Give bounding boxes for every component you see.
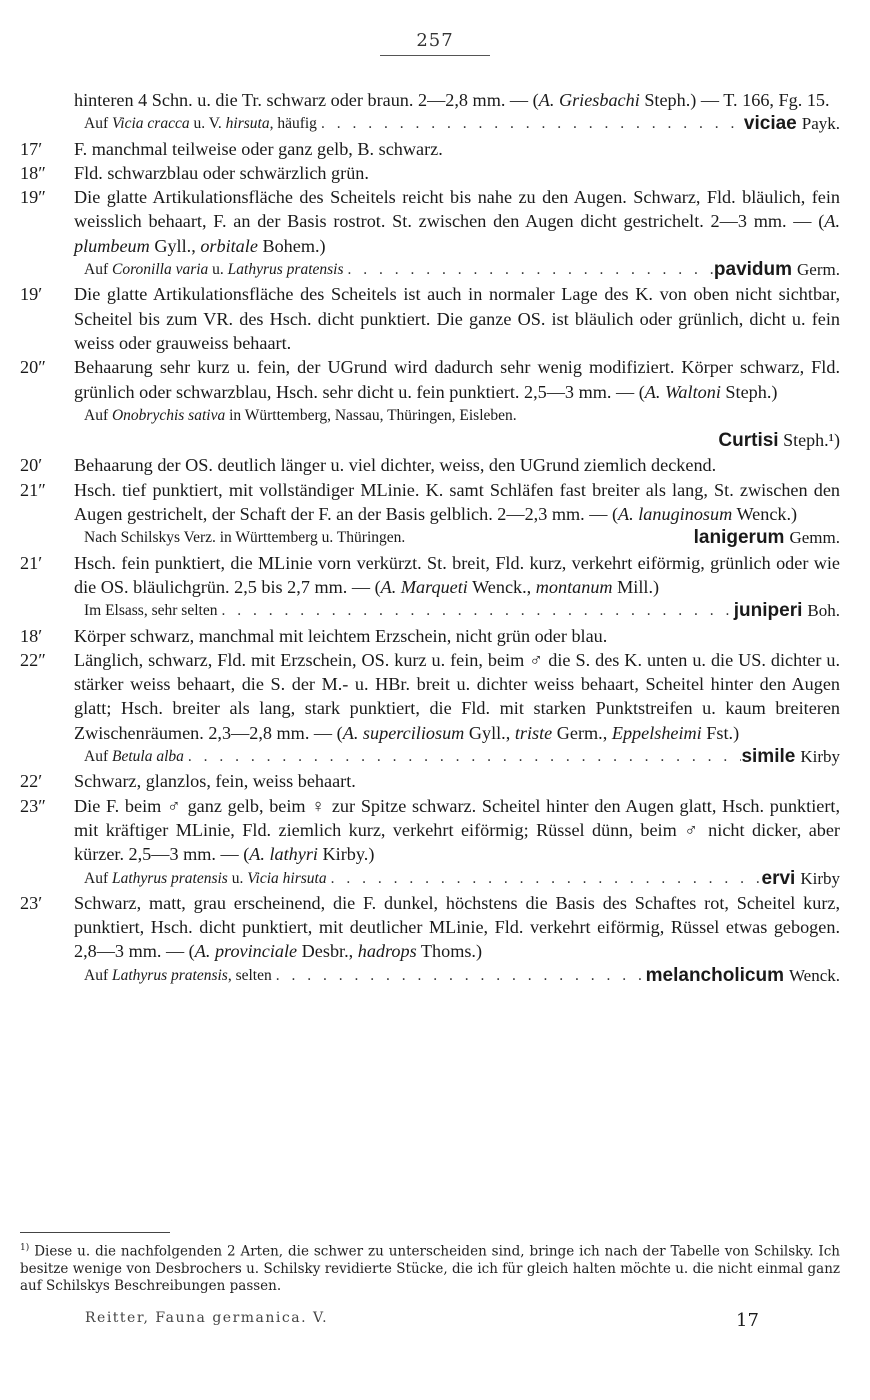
species-name: juniperi bbox=[733, 600, 803, 622]
host-plants bbox=[84, 745, 184, 769]
couplet-text bbox=[74, 355, 840, 404]
footnote bbox=[20, 1240, 840, 1295]
host-line bbox=[20, 112, 840, 136]
taxon-name: hadrops bbox=[357, 941, 417, 962]
species-author: Germ. bbox=[797, 260, 840, 280]
species-author: Boh. bbox=[807, 601, 840, 621]
leader-dots bbox=[344, 258, 714, 282]
couplet-number: 22″ bbox=[20, 649, 46, 670]
text-run: u. V. bbox=[189, 115, 226, 133]
text-run: , selten bbox=[227, 966, 272, 984]
species-author: Steph.¹) bbox=[778, 430, 840, 451]
taxon-name: A. Waltoni bbox=[644, 381, 721, 402]
taxon-name: montanum bbox=[535, 576, 613, 597]
species-author: Wenck. bbox=[788, 965, 840, 985]
text-run: u. bbox=[227, 869, 248, 887]
host-plants bbox=[84, 404, 517, 428]
couplet-text bbox=[74, 769, 840, 793]
key-couplet bbox=[20, 478, 840, 527]
text-run: Körper schwarz, manchmal mit leichtem Erzschein, nicht grün oder blau. bbox=[74, 625, 608, 646]
text-run: Hsch. tief punktiert, mit vollständiger MLinie. K. samt Schläfen fast breiter als lang, St. zwischen den Augen gestrichelt, der Schaft der F. an der Basis gelblich. 2—2,3 mm. — ( bbox=[74, 479, 840, 525]
sheet-number: 17 bbox=[736, 1310, 759, 1331]
couplet-text bbox=[74, 137, 840, 161]
species-name: melancholicum bbox=[645, 964, 784, 986]
couplet-number: 18′ bbox=[20, 625, 43, 646]
text-run: Fld. schwarzblau oder schwärzlich grün. bbox=[74, 162, 369, 183]
text-run: Schwarz, glanzlos, fein, weiss behaart. bbox=[74, 771, 356, 792]
text-run: Nach Schilskys Verz. in Württemberg u. Thüringen. bbox=[84, 529, 406, 547]
taxon-name: A. Marqueti bbox=[380, 576, 468, 597]
text-run: Behaarung der OS. deutlich länger u. viel dichter, weiss, den UGrund ziemlich deckend. bbox=[74, 455, 717, 476]
plant-name: Betula alba bbox=[111, 748, 184, 766]
text-run: Schwarz, matt, grau erscheinend, die F. dunkel, höchstens die Basis des Schaftes rot, Scheitel kurz, punktiert, Hsch. dicht punktiert, mit deutlicher MLinie, Fld. verkehrt eiförmig, Rüssel etwas gebogen. 2,8—3 mm. — ( bbox=[74, 892, 840, 962]
couplet-number bbox=[20, 88, 74, 112]
taxon-name: Eppelsheimi bbox=[611, 722, 702, 743]
text-run: Die glatte Artikulationsfläche des Scheitels ist auch in normaler Lage des K. von oben nicht sichtbar, Scheitel bis zum VR. des Hsch. dicht punktiert. Die ganze OS. ist bläulich oder grünlich, dicht u. fein weiss oder grauweiss behaart. bbox=[74, 284, 840, 353]
plant-name: Onobrychis sativa bbox=[111, 406, 226, 424]
host-line bbox=[20, 964, 840, 988]
couplet-number: 23″ bbox=[20, 795, 46, 816]
taxon-name: A. Griesbachi bbox=[538, 90, 640, 110]
text-run: Hsch. fein punktiert, die MLinie vorn verkürzt. St. breit, Fld. kurz, verkehrt eiförmig, grünlich oder wie die OS. bläulichgrün. 2,5 bis 2,7 mm. — ( bbox=[74, 552, 840, 597]
text-run: Auf bbox=[84, 406, 112, 424]
species-author: Kirby bbox=[800, 868, 840, 888]
species-name: pavidum bbox=[713, 259, 793, 281]
couplet-number: 21′ bbox=[20, 552, 43, 573]
text-run: Desbr., bbox=[297, 941, 358, 962]
text-run: F. manchmal teilweise oder ganz gelb, B. schwarz. bbox=[74, 138, 443, 159]
key-couplet bbox=[20, 282, 840, 355]
text-run: Im Elsass, sehr selten bbox=[84, 602, 218, 620]
text-run: Steph.) — T. 166, Fg. 15. bbox=[639, 90, 830, 110]
footnote-text: Diese u. die nachfolgenden 2 Arten, die schwer zu unterscheiden sind, bringe ich nach der Tabelle von Schilsky. Ich besitze wenige von Desbrochers u. Schilsky revidierte Stücke, die ich für gleich halten möchte u. die nicht einmal ganz auf Schilskys Beschreibungen passen. bbox=[20, 1243, 840, 1294]
host-plants bbox=[84, 599, 217, 623]
host-line bbox=[20, 599, 840, 623]
plant-name: Lathyrus pratensis bbox=[111, 869, 228, 887]
couplet-text bbox=[74, 648, 840, 745]
couplet-text bbox=[74, 88, 840, 112]
taxon-name: A. lanuginosum bbox=[618, 504, 733, 525]
text-run: Länglich, schwarz, Fld. mit Erzschein, OS. kurz u. fein, beim ♂ die S. des K. unten u. die US. dichter u. stärker weiss behaart, die S. der M.- u. HBr. breit u. dichter weiss behaart, Scheitel hinter den Augen glatt; Hsch. breiter als lang, stark punktiert, die Fld. mit starken Punktstreifen u. kaum breiteren Zwischenräumen. 2,3—2,8 mm. — ( bbox=[74, 649, 840, 743]
page-number: 257 bbox=[380, 30, 490, 56]
leader-dots bbox=[184, 745, 742, 769]
key-couplet bbox=[20, 355, 840, 404]
couplet-number: 21″ bbox=[20, 479, 46, 500]
plant-name: hirsuta bbox=[225, 115, 270, 133]
couplet-number: 18″ bbox=[20, 162, 46, 183]
text-run: Germ., bbox=[552, 722, 612, 743]
couplet-number: 22′ bbox=[20, 771, 43, 792]
key-text bbox=[20, 88, 840, 988]
taxon-name: A. lathyri bbox=[249, 844, 318, 865]
footnote-marker: 1) bbox=[20, 1243, 30, 1253]
text-run: Die glatte Artikulationsfläche des Scheitels reicht bis nahe zu den Augen. Schwarz, Fld. bläulich, fein weisslich behaart, F. an der Basis rostrot. St. zwischen den Augen dicht gestrichelt. 2—3 mm. — ( bbox=[74, 187, 840, 232]
text-run: u. bbox=[208, 261, 228, 279]
text-run: Wenck.) bbox=[732, 504, 798, 525]
host-line bbox=[20, 526, 840, 550]
host-plants bbox=[84, 867, 327, 891]
text-run: Wenck., bbox=[467, 576, 536, 597]
leader-dots bbox=[327, 867, 762, 891]
leader-dots bbox=[317, 112, 744, 136]
text-run: Auf bbox=[84, 748, 112, 766]
key-couplet bbox=[20, 453, 840, 477]
couplet-text bbox=[74, 478, 840, 527]
text-run: Thoms.) bbox=[416, 941, 483, 962]
plant-name: Lathyrus pratensis bbox=[111, 966, 228, 984]
couplet-text bbox=[74, 161, 840, 185]
host-line bbox=[20, 745, 840, 769]
text-run: Die F. beim ♂ ganz gelb, beim ♀ zur Spitze schwarz. Scheitel hinter den Augen glatt, Hsch. punktiert, mit kräftiger MLinie, Fld. ziemlich kurz, verkehrt eiförmig; Rüssel dünn, beim ♂ nicht dicker, aber kürzer. 2,5—3 mm. — ( bbox=[74, 795, 840, 865]
plant-name: Vicia hirsuta bbox=[247, 869, 327, 887]
couplet-number: 23′ bbox=[20, 892, 43, 913]
couplet-text bbox=[74, 794, 840, 867]
key-couplet bbox=[20, 88, 840, 112]
text-run: Mill.) bbox=[612, 576, 660, 597]
plant-name: Lathyrus pratensis bbox=[227, 261, 344, 279]
couplet-text bbox=[74, 282, 840, 355]
taxon-name: A. superciliosum bbox=[342, 722, 465, 743]
host-plants bbox=[84, 964, 272, 988]
species-name: ervi bbox=[761, 867, 796, 889]
species-name: simile bbox=[741, 746, 796, 768]
host-plants bbox=[84, 526, 405, 550]
host-plants bbox=[84, 112, 317, 136]
species-author: Gemm. bbox=[789, 528, 840, 548]
text-run: Auf bbox=[84, 966, 112, 984]
couplet-text bbox=[74, 891, 840, 964]
text-run: in Württemberg, Nassau, Thüringen, Eisleben. bbox=[225, 406, 517, 424]
key-couplet bbox=[20, 161, 840, 185]
key-couplet bbox=[20, 624, 840, 648]
key-couplet bbox=[20, 185, 840, 258]
key-couplet bbox=[20, 551, 840, 600]
key-couplet bbox=[20, 648, 840, 745]
host-plants bbox=[84, 258, 344, 282]
text-run: Behaarung sehr kurz u. fein, der UGrund wird dadurch sehr wenig modifiziert. Körper schwarz, Fld. grünlich oder schwarzblau, Hsch. sehr dicht u. fein punktiert. 2,5—3 mm. — ( bbox=[74, 357, 840, 402]
leader-dots bbox=[272, 964, 646, 988]
species-author: Payk. bbox=[801, 114, 840, 134]
text-run: Steph.) bbox=[720, 381, 778, 402]
footnote-rule bbox=[20, 1232, 170, 1233]
leader-dots bbox=[217, 599, 733, 623]
key-couplet bbox=[20, 891, 840, 964]
taxon-name: triste bbox=[514, 722, 553, 743]
text-run: Gyll., bbox=[149, 235, 201, 256]
text-run: hinteren 4 Schn. u. die Tr. schwarz oder braun. 2—2,8 mm. — ( bbox=[74, 90, 539, 110]
species-author: Kirby bbox=[800, 747, 840, 767]
taxon-name: orbitale bbox=[200, 235, 258, 256]
species-name: Curtisi bbox=[718, 430, 779, 452]
key-couplet bbox=[20, 137, 840, 161]
text-run: Gyll., bbox=[464, 722, 515, 743]
species-name: viciae bbox=[743, 113, 797, 135]
species-name: lanigerum bbox=[693, 527, 785, 549]
host-line bbox=[20, 258, 840, 282]
couplet-number: 19″ bbox=[20, 187, 46, 208]
text-run: Kirby.) bbox=[317, 844, 375, 865]
text-run: Auf bbox=[84, 869, 112, 887]
couplet-number: 19′ bbox=[20, 284, 43, 305]
couplet-text bbox=[74, 185, 840, 258]
couplet-number: 20′ bbox=[20, 455, 43, 476]
taxon-name: A. plumbeum bbox=[74, 211, 840, 256]
host-line bbox=[20, 404, 840, 428]
couplet-text bbox=[74, 453, 840, 477]
text-run: Bohem.) bbox=[257, 235, 326, 256]
key-couplet bbox=[20, 769, 840, 793]
key-couplet bbox=[20, 794, 840, 867]
couplet-number: 20″ bbox=[20, 357, 46, 378]
text-run: Auf bbox=[84, 261, 112, 279]
species-line bbox=[20, 428, 840, 453]
couplet-text bbox=[74, 551, 840, 600]
plant-name: Vicia cracca bbox=[111, 115, 190, 133]
host-line bbox=[20, 867, 840, 891]
taxon-name: A. provinciale bbox=[194, 941, 298, 962]
page-footer: Reitter, Fauna germanica. V. bbox=[85, 1310, 329, 1326]
couplet-number: 17′ bbox=[20, 138, 43, 159]
plant-name: Coronilla varia bbox=[111, 261, 209, 279]
text-run: Auf bbox=[84, 115, 112, 133]
text-run: , häufig bbox=[269, 115, 317, 133]
couplet-text bbox=[74, 624, 840, 648]
text-run: Fst.) bbox=[701, 722, 740, 743]
